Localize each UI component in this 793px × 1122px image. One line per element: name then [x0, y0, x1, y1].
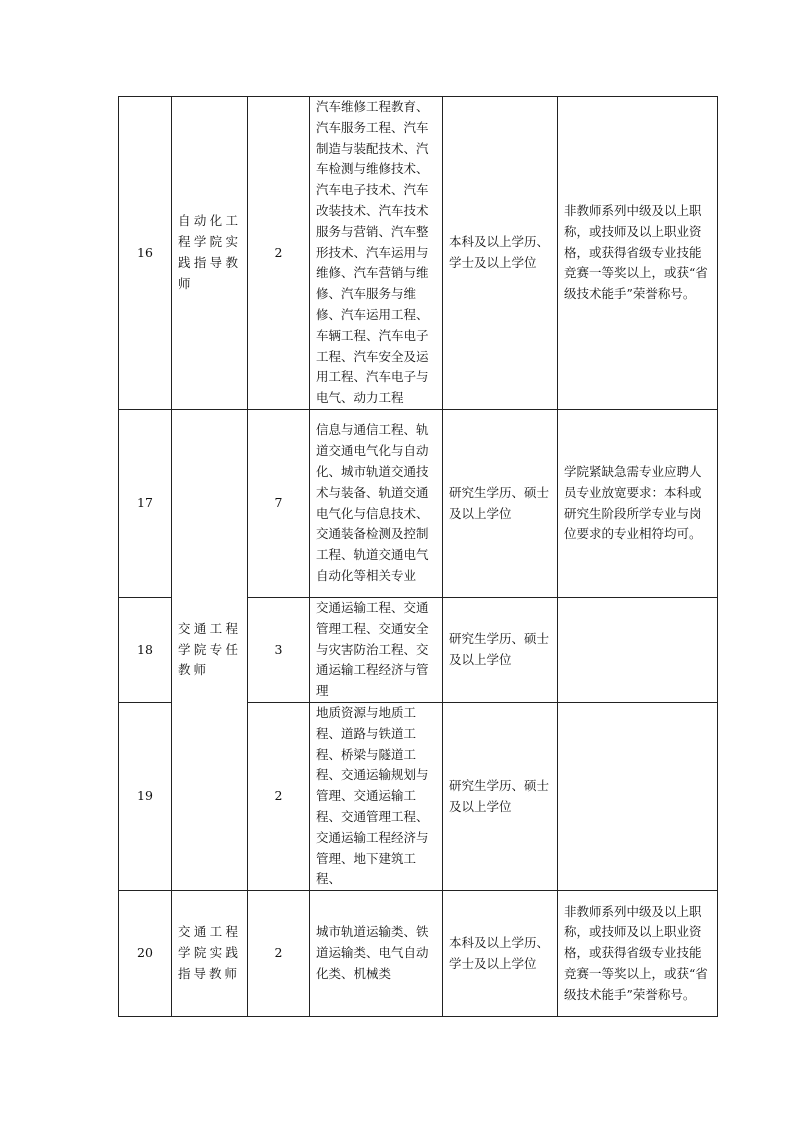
post-name: 自动化工程学院实践指导教师 — [172, 97, 248, 410]
education-requirement: 本科及以上学历、学士及以上学位 — [443, 891, 558, 1017]
education-requirement: 研究生学历、硕士及以上学位 — [443, 598, 558, 703]
table-row — [119, 891, 718, 1017]
other-requirement: 非教师系列中级及以上职称，或技师及以上职业资格，或获得省级专业技能竞赛一等奖以上，或获“省级技术能手”荣誉称号。 — [558, 891, 718, 1017]
major-requirement: 城市轨道运输类、铁道运输类、电气自动化类、机械类 — [310, 891, 443, 1017]
row-number: 16 — [119, 97, 172, 410]
education-requirement: 研究生学历、硕士及以上学位 — [443, 410, 558, 598]
post-name: 交通工程学院专任教师 — [172, 410, 248, 891]
post-name: 交通工程学院实践指导教师 — [172, 891, 248, 1017]
row-number: 20 — [119, 891, 172, 1017]
hiring-count: 7 — [248, 410, 310, 598]
major-requirement: 交通运输工程、交通管理工程、交通安全与灾害防治工程、交通运输工程经济与管理 — [310, 598, 443, 703]
table-row — [119, 410, 718, 598]
major-requirement: 信息与通信工程、轨道交通电气化与自动化、城市轨道交通技术与装备、轨道交通电气化与信息技术、交通装备检测及控制工程、轨道交通电气自动化等相关专业 — [310, 410, 443, 598]
other-requirement — [558, 598, 718, 703]
other-requirement: 学院紧缺急需专业应聘人员专业放宽要求：本科或研究生阶段所学专业与岗位要求的专业相符均可。 — [558, 410, 718, 598]
hiring-count: 2 — [248, 702, 310, 890]
table-row — [119, 97, 718, 410]
education-requirement: 本科及以上学历、学士及以上学位 — [443, 97, 558, 410]
row-number: 19 — [119, 702, 172, 890]
row-number: 18 — [119, 598, 172, 703]
major-requirement: 地质资源与地质工程、道路与铁道工程、桥梁与隧道工程、交通运输规划与管理、交通运输工程、交通管理工程、交通运输工程经济与管理、地下建筑工程、 — [310, 702, 443, 890]
other-requirement — [558, 702, 718, 890]
hiring-count: 3 — [248, 598, 310, 703]
row-number: 17 — [119, 410, 172, 598]
hiring-count: 2 — [248, 891, 310, 1017]
hiring-count: 2 — [248, 97, 310, 410]
recruitment-table — [118, 96, 718, 1017]
other-requirement: 非教师系列中级及以上职称，或技师及以上职业资格，或获得省级专业技能竞赛一等奖以上，或获“省级技术能手”荣誉称号。 — [558, 97, 718, 410]
major-requirement: 汽车维修工程教育、汽车服务工程、汽车制造与装配技术、汽车检测与维修技术、汽车电子技术、汽车改装技术、汽车技术服务与营销、汽车整形技术、汽车运用与维修、汽车营销与维修、汽车服务与维修、汽车运用工程、车辆工程、汽车电子工程、汽车安全及运用工程、汽车电子与电气、动力工程 — [310, 97, 443, 410]
education-requirement: 研究生学历、硕士及以上学位 — [443, 702, 558, 890]
